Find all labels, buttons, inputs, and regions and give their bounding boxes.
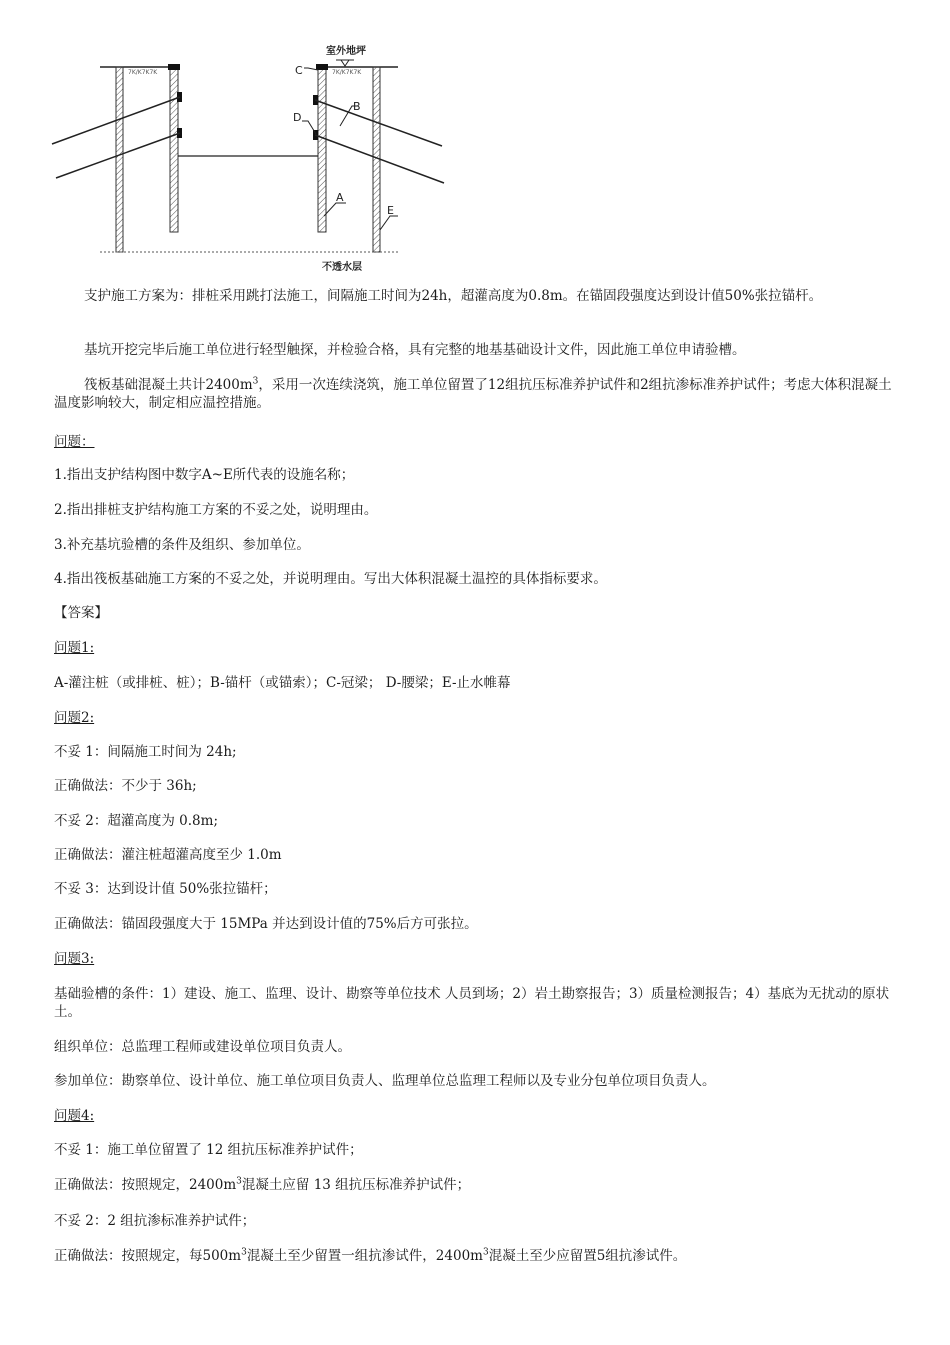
answer-2-line-2: 正确做法：不少于 36h; — [54, 778, 197, 794]
questions-heading: 问题： — [54, 434, 95, 450]
label-c: C — [295, 64, 303, 77]
answer-4-line-4-sup-2: 3 — [482, 1247, 489, 1258]
cap-beam-right — [316, 64, 328, 70]
answer-4-heading: 问题4: — [54, 1108, 95, 1124]
answer-4-line-4 — [54, 1247, 894, 1265]
label-b: B — [353, 100, 361, 113]
answer-3-line-2: 组织单位：总监理工程师或建设单位项目负责人。 — [54, 1039, 351, 1055]
label-impermeable-layer: 不透水层 — [322, 262, 362, 273]
question-1: 1.指出支护结构图中数字A~E所代表的设施名称； — [54, 467, 355, 483]
leader-a — [324, 203, 346, 216]
answer-2-line-1: 不妥 1：间隔施工时间为 24h; — [54, 744, 237, 760]
context-paragraph-1: 支护施工方案为：排桩采用跳打法施工，间隔施工时间为24h，超灌高度为0.8m。在锚固段强度达到设计值50%张拉锚杆。 — [84, 288, 823, 304]
cap-beam-left — [168, 64, 180, 70]
answer-4-line-4-sup-1: 3 — [241, 1247, 247, 1258]
label-outdoor-ground: 室外地坪 — [326, 46, 366, 57]
answer-2-line-5: 不妥 3：达到设计值 50%张拉锚杆； — [54, 881, 277, 897]
context-paragraph-3 — [54, 376, 894, 412]
answer-2-line-3: 不妥 2：超灌高度为 0.8m; — [54, 813, 218, 829]
pile-left-outer — [116, 67, 123, 252]
context-p3-part-2: ，采用一次连续浇筑，施工单位留置了12组抗压标准养护试件和2组抗渗标准养护试件；考虑大体积混凝土温度影响较大，制定相应温控措施。 — [54, 377, 892, 411]
answer-4-line-2-part-2: 混凝土应留 13 组抗压标准养护试件； — [241, 1177, 471, 1193]
answer-2-heading: 问题2: — [54, 710, 95, 726]
label-d: D — [293, 111, 302, 124]
answer-4-line-4-part-3: 混凝土至少应留置5组抗渗试件。 — [488, 1248, 687, 1264]
answer-1-heading: 问题1: — [54, 640, 95, 656]
question-2: 2.指出排桩支护结构施工方案的不妥之处，说明理由。 — [54, 502, 378, 518]
question-3: 3.补充基坑验槽的条件及组织、参加单位。 — [54, 537, 310, 553]
pile-left-inner — [170, 67, 178, 232]
answer-1-text: A-灌注桩（或排桩、桩）；B-锚杆（或锚索）；C-冠梁； D-腰梁；E-止水帷幕 — [54, 675, 511, 691]
soil-mark-right: 7K/K7K7K — [332, 69, 362, 76]
answer-4-line-2-part-1: 正确做法：按照规定，2400m — [54, 1177, 237, 1193]
support-structure-diagram — [40, 30, 460, 280]
question-4: 4.指出筏板基础施工方案的不妥之处，并说明理由。写出大体积混凝土温控的具体指标要求。 — [54, 571, 607, 587]
answer-2-line-4: 正确做法：灌注桩超灌高度至少 1.0m — [54, 847, 282, 863]
answer-3-line-3: 参加单位：勘察单位、设计单位、施工单位项目负责人、监理单位总监理工程师以及专业分包单位项目负责人。 — [54, 1073, 716, 1089]
soil-mark-left: 7K/K7K7K — [128, 69, 158, 76]
context-p3-sup: 3 — [252, 376, 259, 387]
leader-c — [304, 68, 318, 70]
answer-4-line-1: 不妥 1：施工单位留置了 12 组抗压标准养护试件； — [54, 1142, 363, 1158]
ground-level-marker — [341, 60, 349, 66]
label-e: E — [387, 204, 394, 217]
answer-4-line-4-part-1: 正确做法：按照规定，每500m — [54, 1248, 242, 1264]
answer-3-heading: 问题3: — [54, 951, 95, 967]
answer-4-line-4-part-2: 混凝土至少留置一组抗渗试件，2400m — [246, 1248, 483, 1264]
answer-4-line-2 — [54, 1176, 894, 1194]
context-p3-part-1: 筏板基础混凝土共计2400m — [84, 377, 253, 393]
context-paragraph-2: 基坑开挖完毕后施工单位进行轻型触探，并检验合格，具有完整的地基基础设计文件，因此施工单位申请验槽。 — [84, 342, 746, 358]
leader-e — [380, 216, 398, 230]
answer-3-line-1: 基础验槽的条件：1）建设、施工、监理、设计、勘察等单位技术 人员到场；2）岩土勘察报告；3）质量检测报告；4）基底为无扰动的原状土。 — [54, 986, 890, 1020]
answer-heading: 【答案】 — [54, 605, 108, 621]
answer-2-line-6: 正确做法：锚固段强度大于 15MPa 并达到设计值的75%后方可张拉。 — [54, 916, 478, 932]
answer-4-line-2-sup: 3 — [236, 1176, 242, 1187]
pile-right-inner — [318, 67, 326, 232]
answer-4-line-3: 不妥 2：2 组抗渗标准养护试件； — [54, 1213, 256, 1229]
label-a: A — [336, 191, 344, 204]
